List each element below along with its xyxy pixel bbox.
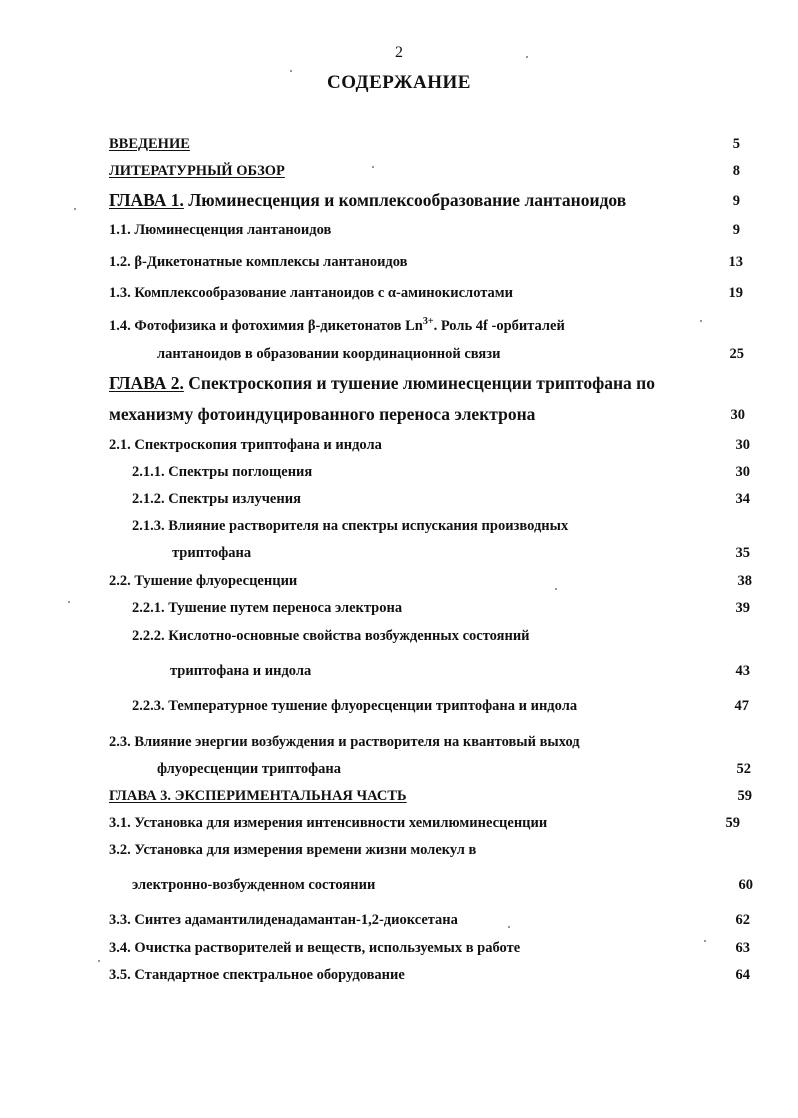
toc-page-chapter-2: 30 bbox=[730, 407, 745, 423]
scan-speck bbox=[290, 70, 292, 72]
toc-page-1-3: 19 bbox=[728, 285, 743, 301]
toc-page-3-4: 63 bbox=[735, 940, 750, 956]
toc-entry-1-1[interactable]: 1.1. Люминесценция лантаноидов bbox=[109, 222, 332, 238]
entry-1-4-superscript: 3+ bbox=[422, 316, 434, 327]
entry-1-4-text-b: . Роль 4f -орбиталей bbox=[433, 317, 565, 334]
toc-page-2-1: 30 bbox=[735, 437, 750, 453]
toc-page-1-1: 9 bbox=[732, 222, 740, 238]
toc-entry-review[interactable]: ЛИТЕРАТУРНЫЙ ОБЗОР bbox=[109, 163, 285, 179]
page-number: 2 bbox=[395, 44, 403, 61]
toc-entry-chapter-2-line2: механизму фотоиндуцированного переноса электрона bbox=[109, 404, 536, 424]
toc-entry-2-1[interactable]: 2.1. Спектроскопия триптофана и индола bbox=[109, 437, 382, 453]
toc-entry-2-1-3[interactable]: 2.1.3. Влияние растворителя на спектры испускания производных bbox=[132, 518, 569, 534]
chapter-2-prefix: ГЛАВА 2. bbox=[109, 373, 184, 393]
toc-entry-1-4-line2: лантаноидов в образовании координационной связи bbox=[157, 346, 501, 362]
toc-entry-2-1-1[interactable]: 2.1.1. Спектры поглощения bbox=[132, 464, 313, 480]
toc-page-3-2: 60 bbox=[738, 877, 753, 893]
toc-page-2-2-2: 43 bbox=[735, 663, 750, 679]
scan-speck bbox=[98, 960, 100, 962]
toc-entry-intro[interactable]: ВВЕДЕНИЕ bbox=[109, 136, 190, 152]
scan-speck bbox=[508, 926, 510, 928]
toc-page-chapter-1: 9 bbox=[732, 193, 740, 209]
toc-page-2-1-3: 35 bbox=[735, 545, 750, 561]
toc-entry-1-4[interactable] bbox=[109, 316, 565, 335]
toc-entry-3-2-line2: электронно-возбужденном состоянии bbox=[132, 877, 376, 893]
toc-page-3-3: 62 bbox=[735, 912, 750, 928]
toc-entry-3-2[interactable]: 3.2. Установка для измерения времени жизни молекул в bbox=[109, 842, 477, 858]
scan-speck bbox=[526, 56, 528, 58]
toc-entry-3-4[interactable]: 3.4. Очистка растворителей и веществ, используемых в работе bbox=[109, 940, 521, 956]
toc-entry-2-2-2-line2: триптофана и индола bbox=[170, 663, 312, 679]
scan-speck bbox=[372, 166, 374, 168]
toc-page-chapter-3: 59 bbox=[737, 788, 752, 804]
toc-page-2-2-3: 47 bbox=[734, 698, 749, 714]
toc-entry-2-3[interactable]: 2.3. Влияние энергии возбуждения и растворителя на квантовый выход bbox=[109, 734, 580, 750]
entry-1-4-text-a: 1.4. Фотофизика и фотохимия β-дикетонатов Ln bbox=[109, 317, 423, 334]
chapter-1-title: Люминесценция и комплексообразование лантаноидов bbox=[183, 190, 627, 210]
toc-entry-chapter-3[interactable]: ГЛАВА 3. ЭКСПЕРИМЕНТАЛЬНАЯ ЧАСТЬ bbox=[109, 788, 407, 804]
toc-entry-2-1-3-line2: триптофана bbox=[172, 545, 252, 561]
toc-entry-chapter-1[interactable] bbox=[109, 190, 626, 211]
page-title: СОДЕРЖАНИЕ bbox=[327, 72, 471, 93]
toc-page-1-4: 25 bbox=[729, 346, 744, 362]
chapter-2-title: Спектроскопия и тушение люминесценции триптофана по bbox=[183, 373, 656, 393]
scan-speck bbox=[74, 208, 76, 210]
toc-page-review: 8 bbox=[732, 163, 740, 179]
toc-entry-3-1[interactable]: 3.1. Установка для измерения интенсивности хемилюминесценции bbox=[109, 815, 548, 831]
toc-page-2-1-2: 34 bbox=[735, 491, 750, 507]
toc-page-2-3: 52 bbox=[736, 761, 751, 777]
toc-page-3-1: 59 bbox=[725, 815, 740, 831]
toc-entry-3-5[interactable]: 3.5. Стандартное спектральное оборудование bbox=[109, 967, 405, 983]
chapter-1-prefix: ГЛАВА 1. bbox=[109, 190, 184, 210]
toc-entry-3-3[interactable]: 3.3. Синтез адамантилиденадамантан-1,2-диоксетана bbox=[109, 912, 458, 928]
toc-entry-2-2-2[interactable]: 2.2.2. Кислотно-основные свойства возбужденных состояний bbox=[132, 628, 530, 644]
toc-page-2-2: 38 bbox=[737, 573, 752, 589]
toc-page-2-1-1: 30 bbox=[735, 464, 750, 480]
toc-page-2-2-1: 39 bbox=[735, 600, 750, 616]
toc-entry-2-3-line2: флуоресценции триптофана bbox=[157, 761, 342, 777]
toc-page-intro: 5 bbox=[732, 136, 740, 152]
toc-entry-1-2[interactable]: 1.2. β-Дикетонатные комплексы лантаноидов bbox=[109, 254, 408, 270]
scan-speck bbox=[68, 601, 70, 603]
scan-speck bbox=[700, 320, 702, 322]
scan-speck bbox=[555, 588, 557, 590]
scan-speck bbox=[704, 940, 706, 942]
toc-page-1-2: 13 bbox=[728, 254, 743, 270]
toc-entry-2-2-3[interactable]: 2.2.3. Температурное тушение флуоресценции триптофана и индола bbox=[132, 698, 578, 714]
toc-entry-2-2[interactable]: 2.2. Тушение флуоресценции bbox=[109, 573, 298, 589]
toc-entry-2-2-1[interactable]: 2.2.1. Тушение путем переноса электрона bbox=[132, 600, 403, 616]
toc-entry-2-1-2[interactable]: 2.1.2. Спектры излучения bbox=[132, 491, 301, 507]
toc-entry-1-3[interactable]: 1.3. Комплексообразование лантаноидов с α-аминокислотами bbox=[109, 285, 514, 301]
toc-entry-chapter-2[interactable] bbox=[109, 373, 655, 394]
toc-page-3-5: 64 bbox=[735, 967, 750, 983]
